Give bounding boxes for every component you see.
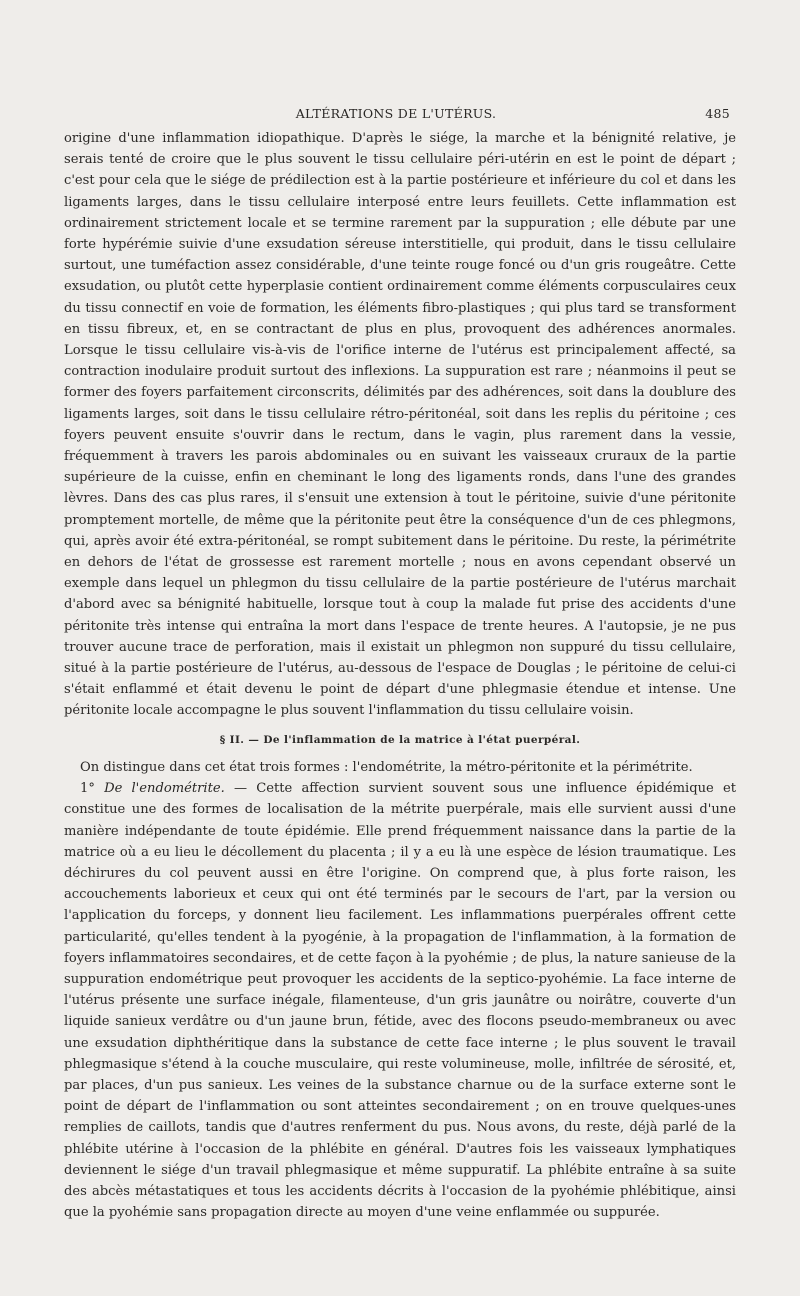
subsection-separator: —: [224, 781, 257, 797]
section-heading: § II. — De l'inflammation de la matrice à l'état puerpéral.: [219, 733, 581, 746]
body-text: [64, 128, 736, 1223]
subsection-title: De l'endométrite.: [104, 781, 225, 797]
page-number: 485: [705, 106, 730, 121]
subsection-text: Cette affection survient souvent sous une influence épidémique et constitue une des formes de localisation de la métrite puerpérale, mais elle survient aussi d'une manière indépendante de toute épidémie. Elle prend fréquemment naissance dans la partie de la matrice où a eu lieu le décollement du placenta ; il y a eu là une espèce de lésion traumatique. Les déchirures du col peuvent aussi en être l'origine. On comprend que, à plus forte raison, les accouchements laborieux et ceux qui ont été terminés par le secours de l'art, par la version ou l'application du forceps, y donnent lieu facilement. Les inflammations puerpérales offrent cette particularité, qu'elles tendent à la pyogénie, à la propagation de l'inflammation, à la formation de foyers inflammatoires secondaires, et de cette façon à la pyohémie ; de plus, la nature sanieuse de la suppuration endométrique peut provoquer les accidents de la septico-pyohémie. La face interne de l'utérus présente une surface inégale, filamenteuse, d'un gris jaunâtre ou noirâtre, couverte d'un liquide sanieux verdâtre ou d'un jaune brun, fétide, avec des flocons pseudo-membraneux ou avec une exsudation diphthéritique dans la substance de cette face interne ; le plus souvent le travail phlegmasique s'étend à la couche musculaire, qui reste volumineuse, molle, infiltrée de sérosité, et, par places, d'un pus sanieux. Les veines de la substance charnue ou de la surface externe sont le point de départ de l'inflammation ou sont atteintes secondairement ; on en trouve quelques-unes remplies de caillots, tandis que d'autres renferment du pus. Nous avons, du reste, déjà parlé de la phlébite utérine à l'occasion de la phlébite en général. D'autres fois les vaisseaux lymphatiques deviennent le siége d'un travail phlegmasique et même suppuratif. La phlébite entraîne à sa suite des abcès métastatiques et tous les accidents décrits à l'occasion de la pyohémie phlébitique, ainsi que la pyohémie sans propagation directe au moyen d'une veine enflammée ou suppurée.: [64, 781, 736, 1221]
running-title: ALTÉRATIONS DE L'UTÉRUS.: [295, 106, 497, 121]
subsection-paragraph: [64, 778, 736, 1223]
intro-paragraph: On distingue dans cet état trois formes : l'endométrite, la métro-péritonite et la périmétrite.: [80, 759, 693, 775]
subsection-number: 1°: [80, 781, 95, 797]
paragraph: origine d'une inflammation idiopathique. D'après le siége, la marche et la bénignité relative, je serais tenté de croire que le plus souvent le tissu cellulaire péri-utérin en est le point de départ ; c'est pour cela que le siége de prédilection est à la partie postérieure et inférieure du col et dans les ligaments larges, dans le tissu cellulaire interposé entre leurs feuillets. Cette inflammation est ordinairement strictement locale et se termine rarement par la suppuration ; elle débute par une forte hypérémie suivie d'une exsudation séreuse interstitielle, qui produit, dans le tissu cellulaire surtout, une tuméfaction assez considérable, d'une teinte rouge foncé ou d'un gris rougeâtre. Cette exsudation, ou plutôt cette hyperplasie contient ordinairement comme éléments corpusculaires ceux du tissu connectif en voie de formation, les éléments fibro-plastiques ; qui plus tard se transforment en tissu fibreux, et, en se contractant de plus en plus, provoquent des adhérences anormales. Lorsque le tissu cellulaire vis-à-vis de l'orifice interne de l'utérus est principalement affecté, sa contraction inodulaire produit surtout des inflexions. La suppuration est rare ; néanmoins il peut se former des foyers parfaitement circonscrits, délimités par des adhérences, soit dans la doublure des ligaments larges, soit dans le tissu cellulaire rétro-péritonéal, soit dans les replis du péritoine ; ces foyers peuvent ensuite s'ouvrir dans le rectum, dans le vagin, plus rarement dans la vessie, fréquemment à travers les parois abdominales ou en suivant les vaisseaux cruraux de la partie supérieure de la cuisse, enfin en cheminant le long des ligaments ronds, dans l'une des grandes lèvres. Dans des cas plus rares, il s'ensuit une extension à tout le péritoine, suivie d'une péritonite promptement mortelle, de même que la péritonite peut être la conséquence d'un de ces phlegmons, qui, après avoir été extra-péritonéal, se rompt subitement dans le péritoine. Du reste, la périmétrite en dehors de l'état de grossesse est rarement mortelle ; nous en avons cependant observé un exemple dans lequel un phlegmon du tissu cellulaire de la partie postérieure de l'utérus marchait d'abord avec sa bénignité habituelle, lorsque tout à coup la malade fut prise des accidents d'une péritonite très intense qui entraîna la mort dans l'espace de trente heures. A l'autopsie, je ne pus trouver aucune trace de perforation, mais il existait un phlegmon non suppuré du tissu cellulaire, situé à la partie postérieure de l'utérus, au-dessous de l'espace de Douglas ; le péritoine de celui-ci s'était enflammé et était devenu le point de départ d'une phlegmasie étendue et intense. Une péritonite locale accompagne le plus souvent l'inflammation du tissu cellulaire voisin.: [64, 131, 736, 719]
page-header: [62, 106, 730, 126]
